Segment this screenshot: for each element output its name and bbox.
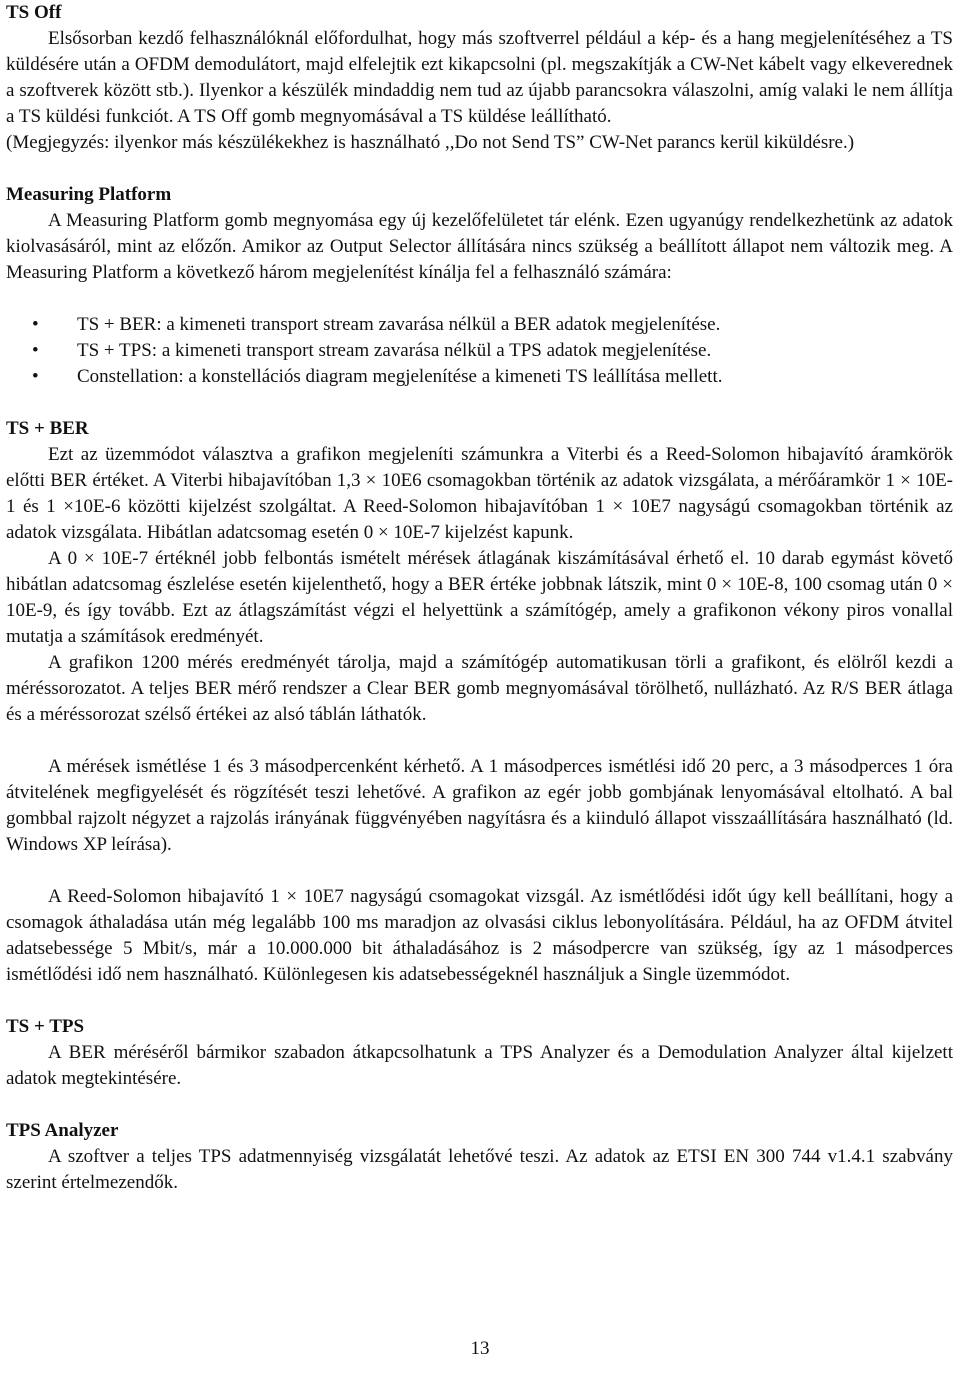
section-heading: Measuring Platform [6,184,172,205]
paragraph: Ezt az üzemmódot választva a grafikon megjeleníti számunkra a Viterbi és a Reed-Solomon hibajavító áramkörök előtti BER értéket. A Viterbi hibajavítóban 1,3 × 10E6 csomagokban történik az adatok vizsgálata, a mérőáramkör 1 × 10E-1 és 1 ×10E-6 közötti kijelzést szolgáltat. A Reed-Solomon hibajavítóban 1 × 10E7 nagyságú csomagokban történik az adatok vizsgálata. Hibátlan adatcsomag esetén 0 × 10E-7 kijelzést kapunk. [6,444,953,543]
section-heading: TPS Analyzer [6,1120,119,1141]
section-heading: TS Off [6,2,62,23]
list-item [6,338,953,364]
spacer [6,858,953,884]
list-item [6,364,953,390]
bullet-icon: • [32,314,39,335]
paragraph: A Measuring Platform gomb megnyomása egy új kezelőfelületet tár elénk. Ezen ugyanúgy rendelkezhetünk az adatok kiolvasásáról, mint az előzőn. Amikor az Output Selector állítására nincs szükség a beállított állapot nem változik meg. A Measuring Platform a következő három megjelenítést kínálja fel a felhasználó számára: [6,210,953,283]
paragraph: Elsősorban kezdő felhasználóknál előfordulhat, hogy más szoftverrel például a kép- és a hang megjelenítéséhez a TS küldésére után a OFDM demodulátort, majd elfelejtik ezt kikapcsolni (pl. megszakítják a CW-Net kábelt vagy elkeverednek a szoftverek között stb.). Ilyenkor a készülék mindaddig nem tud az újabb parancsokra válaszolni, amíg valaki le nem állítja a TS küldési funkciót. A TS Off gomb megnyomásával a TS küldése leállítható. [6,28,953,127]
paragraph: A szoftver a teljes TPS adatmennyiség vizsgálatát lehetővé teszi. Az adatok az ETSI EN 300 744 v1.4.1 szabvány szerint értelmezendők. [6,1146,953,1193]
paragraph: A grafikon 1200 mérés eredményét tárolja, majd a számítógép automatikusan törli a grafikont, és elölről kezdi a méréssorozatot. A teljes BER mérő rendszer a Clear BER gomb megnyomásával törölhető, nullázható. Az R/S BER átlaga és a méréssorozat szélső értékei az alsó táblán láthatók. [6,652,953,725]
section-ts-ber [6,416,953,988]
section-tps-analyzer [6,1118,953,1196]
paragraph: A mérések ismétlése 1 és 3 másodpercenként kérhető. A 1 másodperces ismétlési idő 20 perc, a 3 másodperces 1 óra átvitelének megfigyelését és rögzítését teszi lehetővé. A grafikon az egér jobb gombjának lenyomásával eltolható. A bal gombbal rajzolt négyzet a rajzolás irányának függvényében nagyításra és a kiinduló állapot visszaállítására használható (ld. Windows XP leírása). [6,756,953,855]
paragraph-note: (Megjegyzés: ilyenkor más készülékekhez is használható ,,Do not Send TS” CW-Net parancs kerül kiküldésre.) [6,132,855,153]
bullet-icon: • [32,340,39,361]
section-heading: TS + BER [6,418,89,439]
page-number: 13 [470,1338,490,1359]
spacer [6,286,953,312]
list-item-text: Constellation: a konstellációs diagram megjelenítése a kimeneti TS leállítása mellett. [77,366,723,387]
section-ts-off [6,0,953,156]
bullet-icon: • [32,366,39,387]
spacer [6,728,953,754]
list-item-text: TS + TPS: a kimeneti transport stream zavarása nélkül a TPS adatok megjelenítése. [77,340,712,361]
list-item-text: TS + BER: a kimeneti transport stream zavarása nélkül a BER adatok megjelenítése. [77,314,721,335]
bullet-list [6,312,953,390]
section-measuring-platform [6,182,953,390]
list-item [6,312,953,338]
section-heading: TS + TPS [6,1016,85,1037]
paragraph: A 0 × 10E-7 értéknél jobb felbontás ismételt mérések átlagának kiszámításával érhető el. 10 darab egymást követő hibátlan adatcsomag észlelése esetén kijelenthető, hogy a BER értéke jobbnak látszik, mint 0 × 10E-8, 100 csomag után 0 × 10E-9, és így tovább. Ezt az átlagszámítást végzi el helyettünk a számítógép, amely a grafikonon vékony piros vonallal mutatja a számítások eredményét. [6,548,953,647]
paragraph: A Reed-Solomon hibajavító 1 × 10E7 nagyságú csomagokat vizsgál. Az ismétlődési időt úgy kell beállítani, hogy a csomagok áthaladása után még legalább 100 ms maradjon az olvasási ciklus lebonyolítására. Például, ha az OFDM átvitel adatsebessége 5 Mbit/s, már a 10.000.000 bit áthaladásához is 2 másodpercre van szükség, így az 1 másodperces ismétlődési idő nem használható. Különlegesen kis adatsebességeknél használjuk a Single üzemmódot. [6,886,953,985]
section-ts-tps [6,1014,953,1092]
paragraph: A BER méréséről bármikor szabadon átkapcsolhatunk a TPS Analyzer és a Demodulation Analyzer által kijelzett adatok megtekintésére. [6,1042,953,1089]
